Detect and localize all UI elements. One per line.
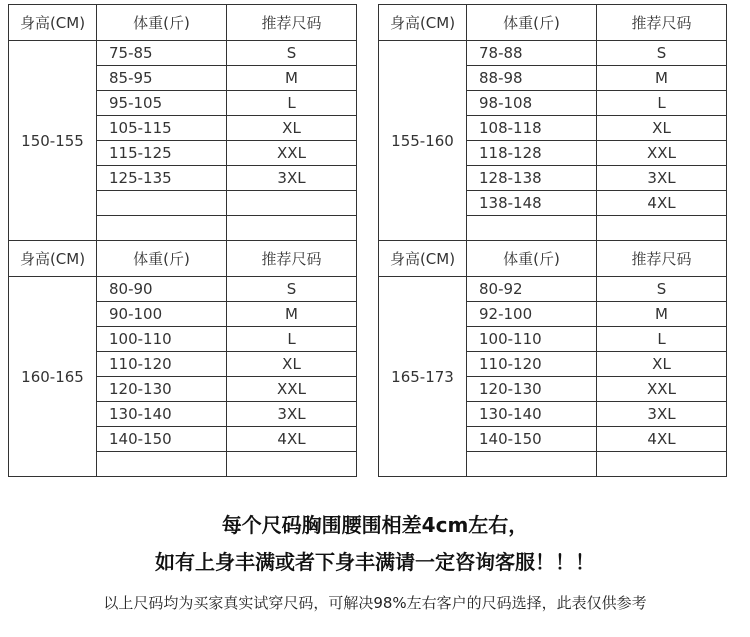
size-cell: XXL — [597, 141, 727, 166]
table-row — [379, 41, 727, 66]
size-cell — [597, 216, 727, 241]
weight-cell: 140-150 — [97, 427, 227, 452]
table-row — [9, 41, 357, 66]
weight-cell — [467, 216, 597, 241]
weight-cell: 130-140 — [467, 402, 597, 427]
weight-cell: 98-108 — [467, 91, 597, 116]
size-cell: M — [227, 66, 357, 91]
header-weight: 体重(斤) — [97, 241, 227, 277]
weight-cell: 110-120 — [467, 352, 597, 377]
weight-cell — [97, 191, 227, 216]
weight-cell: 120-130 — [97, 377, 227, 402]
size-cell: 3XL — [597, 166, 727, 191]
size-cell: M — [597, 302, 727, 327]
header-height: 身高(CM) — [9, 241, 97, 277]
size-table-2 — [378, 4, 727, 241]
weight-cell: 130-140 — [97, 402, 227, 427]
table-header-row — [9, 241, 357, 277]
weight-cell: 115-125 — [97, 141, 227, 166]
size-cell — [227, 216, 357, 241]
header-size: 推荐尺码 — [597, 241, 727, 277]
table-row — [9, 277, 357, 302]
size-cell: 3XL — [597, 402, 727, 427]
note-line-1: 每个尺码胸围腰围相差4cm左右， — [221, 513, 529, 537]
size-cell: M — [227, 302, 357, 327]
weight-cell: 80-92 — [467, 277, 597, 302]
header-height: 身高(CM) — [379, 5, 467, 41]
size-table-4 — [378, 240, 727, 477]
size-table-3 — [8, 240, 357, 477]
size-cell — [227, 452, 357, 477]
footer-disclaimer: 以上尺码均为买家真实试穿尺码，可解决98%左右客户的尺码选择，此表仅供参考 — [103, 594, 647, 612]
weight-cell: 78-88 — [467, 41, 597, 66]
header-weight: 体重(斤) — [467, 241, 597, 277]
weight-cell: 90-100 — [97, 302, 227, 327]
weight-cell: 118-128 — [467, 141, 597, 166]
table-header-row — [379, 5, 727, 41]
size-cell: 4XL — [597, 427, 727, 452]
size-cell: XL — [597, 352, 727, 377]
weight-cell: 80-90 — [97, 277, 227, 302]
weight-cell — [97, 216, 227, 241]
height-range-cell: 160-165 — [9, 277, 97, 477]
table-header-row — [379, 241, 727, 277]
size-cell: 3XL — [227, 166, 357, 191]
size-cell: M — [597, 66, 727, 91]
size-cell: L — [597, 327, 727, 352]
header-size: 推荐尺码 — [227, 5, 357, 41]
size-cell: XXL — [227, 377, 357, 402]
weight-cell: 100-110 — [467, 327, 597, 352]
header-height: 身高(CM) — [9, 5, 97, 41]
size-cell: XL — [597, 116, 727, 141]
size-cell: 3XL — [227, 402, 357, 427]
weight-cell: 75-85 — [97, 41, 227, 66]
height-range-cell: 150-155 — [9, 41, 97, 241]
size-cell — [227, 191, 357, 216]
size-cell: S — [597, 277, 727, 302]
weight-cell: 140-150 — [467, 427, 597, 452]
weight-cell: 128-138 — [467, 166, 597, 191]
size-cell: S — [227, 41, 357, 66]
size-cell: L — [227, 327, 357, 352]
size-cell: XL — [227, 116, 357, 141]
weight-cell — [97, 452, 227, 477]
table-row — [379, 277, 727, 302]
header-weight: 体重(斤) — [467, 5, 597, 41]
weight-cell: 88-98 — [467, 66, 597, 91]
size-cell: S — [227, 277, 357, 302]
size-cell: L — [597, 91, 727, 116]
height-range-cell: 165-173 — [379, 277, 467, 477]
weight-cell: 138-148 — [467, 191, 597, 216]
weight-cell: 92-100 — [467, 302, 597, 327]
size-cell: 4XL — [227, 427, 357, 452]
weight-cell: 108-118 — [467, 116, 597, 141]
table-header-row — [9, 5, 357, 41]
weight-cell: 85-95 — [97, 66, 227, 91]
size-cell — [597, 452, 727, 477]
header-size: 推荐尺码 — [597, 5, 727, 41]
size-table-1 — [8, 4, 357, 241]
height-range-cell: 155-160 — [379, 41, 467, 241]
weight-cell: 105-115 — [97, 116, 227, 141]
header-size: 推荐尺码 — [227, 241, 357, 277]
size-cell: S — [597, 41, 727, 66]
size-cell: XL — [227, 352, 357, 377]
size-cell: L — [227, 91, 357, 116]
note-line-2: 如有上身丰满或者下身丰满请一定咨询客服！！！ — [155, 550, 595, 574]
size-cell: 4XL — [597, 191, 727, 216]
header-weight: 体重(斤) — [97, 5, 227, 41]
weight-cell: 110-120 — [97, 352, 227, 377]
weight-cell: 125-135 — [97, 166, 227, 191]
weight-cell: 100-110 — [97, 327, 227, 352]
weight-cell — [467, 452, 597, 477]
size-cell: XXL — [597, 377, 727, 402]
weight-cell: 95-105 — [97, 91, 227, 116]
size-cell: XXL — [227, 141, 357, 166]
header-height: 身高(CM) — [379, 241, 467, 277]
weight-cell: 120-130 — [467, 377, 597, 402]
